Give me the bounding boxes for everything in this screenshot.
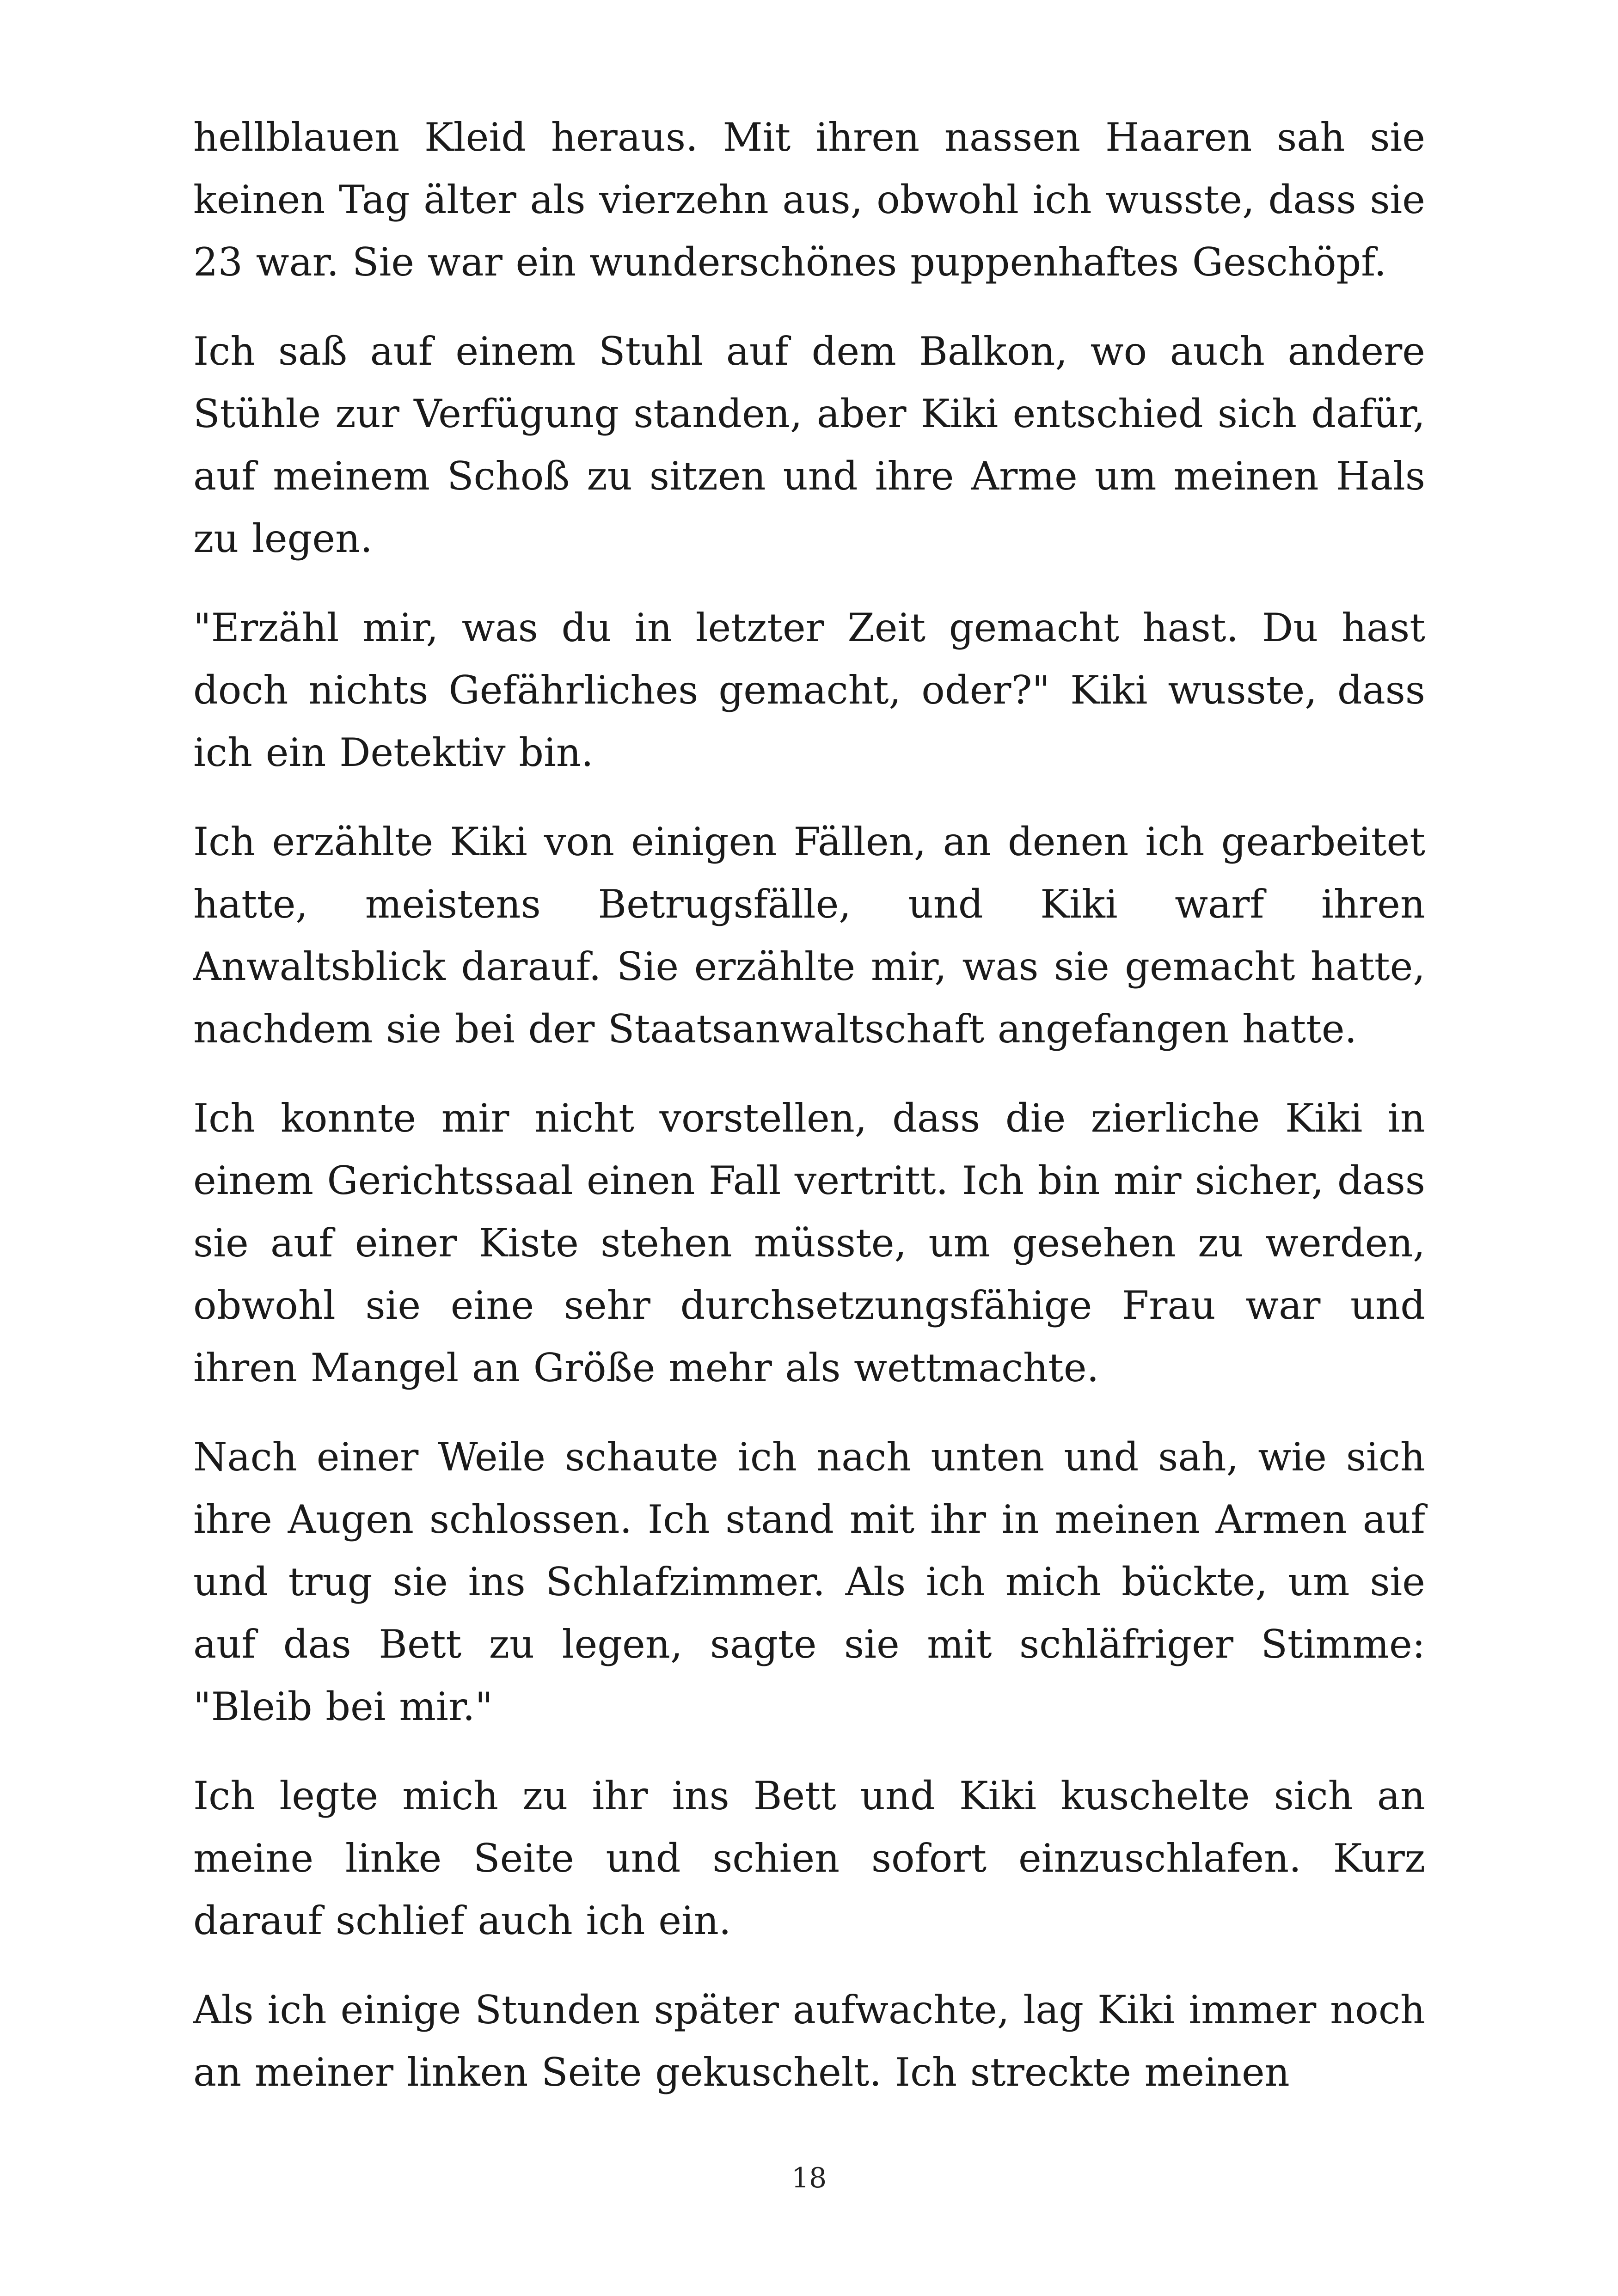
- paragraph-3: "Erzähl mir, was du in letzter Zeit gemacht hast. Du hast doch nichts Gefährliches gemacht, oder?" Kiki wusste, dass ich ein Detektiv bin.: [193, 605, 1425, 775]
- paragraph-5: Ich konnte mir nicht vorstellen, dass die zierliche Kiki in einem Gerichtssaal einen Fall vertritt. Ich bin mir sicher, dass sie auf einer Kiste stehen müsste, um gesehen zu werden, obwohl sie eine sehr durchsetzungsfähige Frau war und ihren Mangel an Größe mehr als wettmachte.: [193, 1096, 1425, 1390]
- paragraph-8: Als ich einige Stunden später aufwachte, lag Kiki immer noch an meiner linken Seite gekuschelt. Ich streckte meinen: [193, 1987, 1425, 2095]
- paragraph-2: Ich saß auf einem Stuhl auf dem Balkon, wo auch andere Stühle zur Verfügung standen, aber Kiki entschied sich dafür, auf meinem Schoß zu sitzen und ihre Arme um meinen Hals zu legen.: [193, 329, 1425, 561]
- paragraph-6: Nach einer Weile schaute ich nach unten und sah, wie sich ihre Augen schlossen. Ich stand mit ihr in meinen Armen auf und trug sie ins Schlafzimmer. Als ich mich bückte, um sie auf das Bett zu legen, sagte sie mit schläfriger Stimme: "Bleib bei mir.": [193, 1434, 1425, 1729]
- paragraph-4: Ich erzählte Kiki von einigen Fällen, an denen ich gearbeitet hatte, meistens Betrugsfälle, und Kiki warf ihren Anwaltsblick darauf. Sie erzählte mir, was sie gemacht hatte, nachdem sie bei der Staatsanwaltschaft angefangen hatte.: [193, 819, 1425, 1052]
- page-body: [193, 106, 1425, 2131]
- paragraph-7: Ich legte mich zu ihr ins Bett und Kiki kuschelte sich an meine linke Seite und schien sofort einzuschlafen. Kurz darauf schlief auch ich ein.: [193, 1773, 1425, 1943]
- page-number: 18: [791, 2162, 827, 2194]
- paragraph-1: hellblauen Kleid heraus. Mit ihren nassen Haaren sah sie keinen Tag älter als vierzehn aus, obwohl ich wusste, dass sie 23 war. Sie war ein wunderschönes puppenhaftes Geschöpf.: [193, 115, 1425, 285]
